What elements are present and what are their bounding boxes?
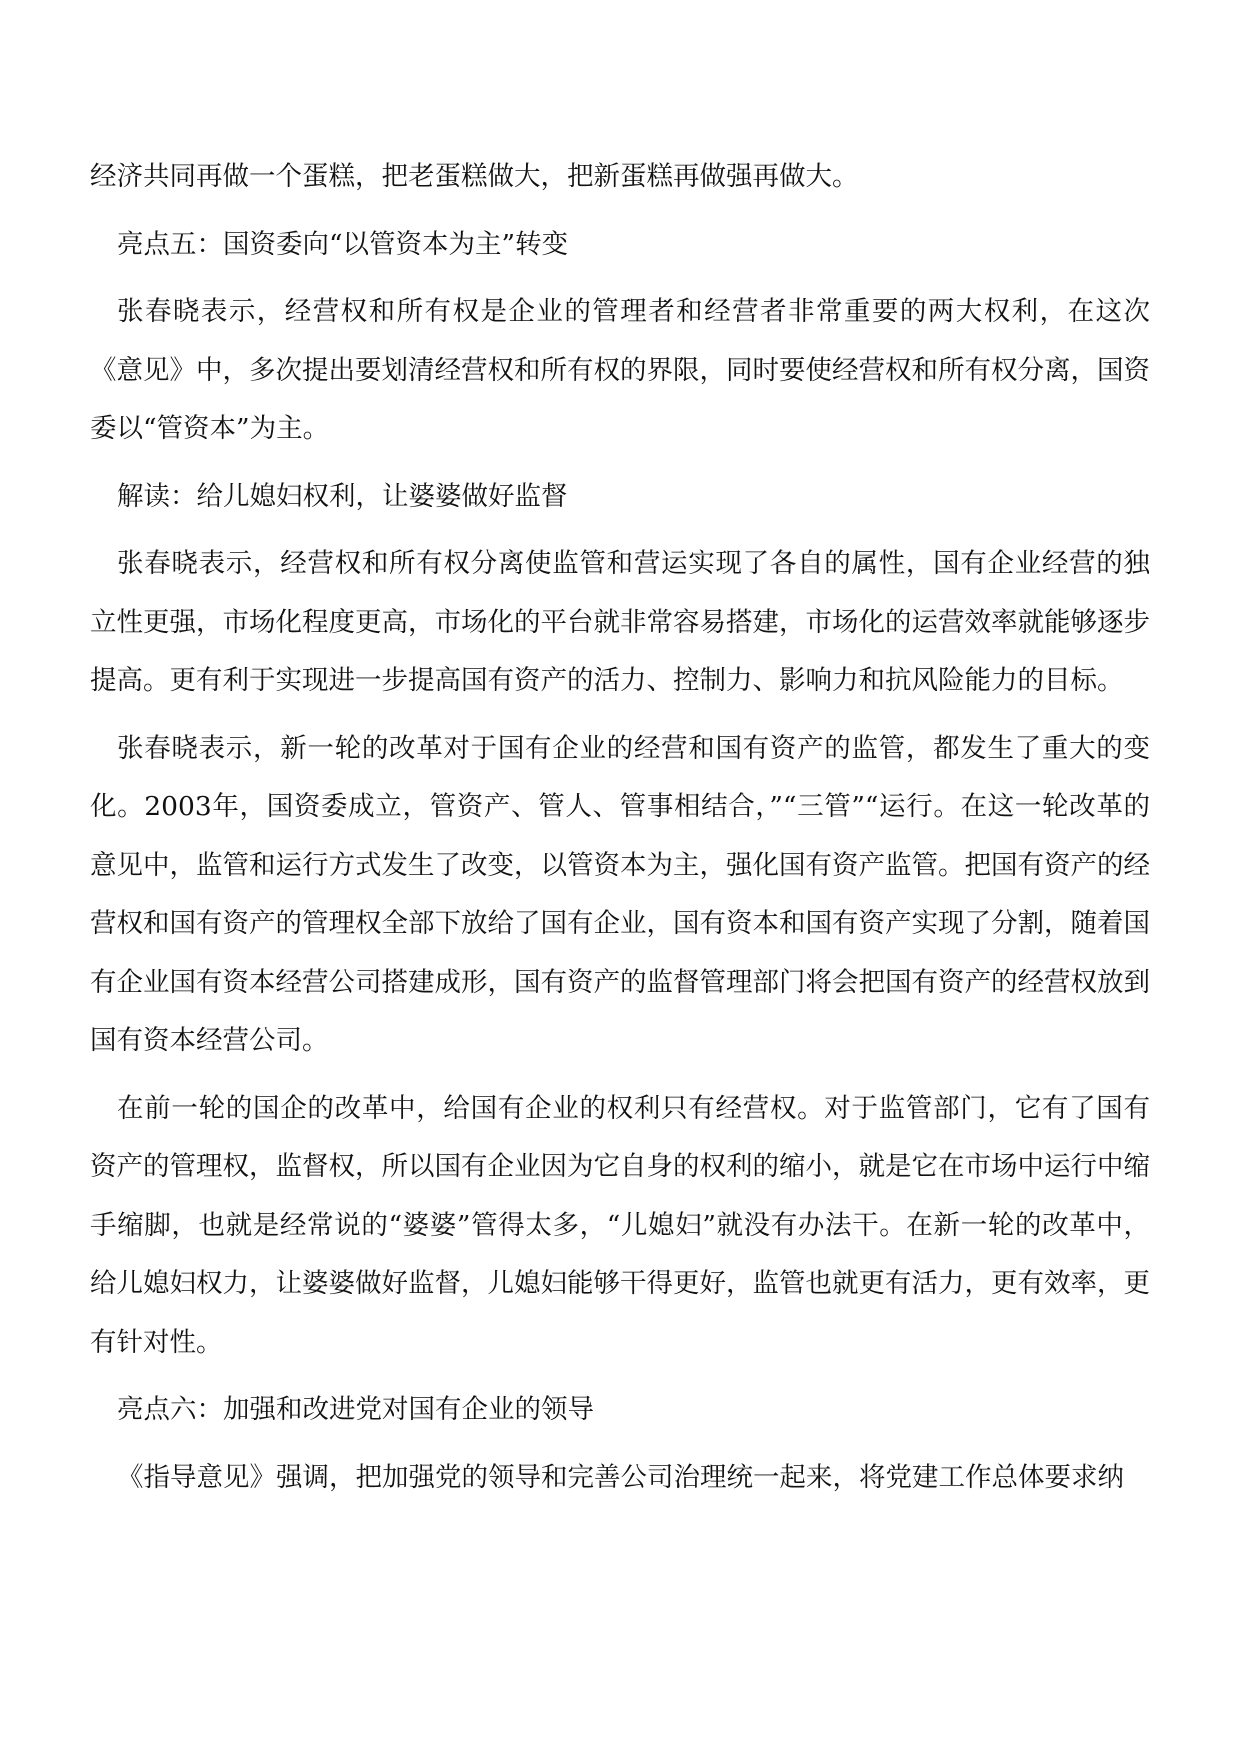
section-heading-highlight-six: 亮点六：加强和改进党对国有企业的领导	[117, 1394, 594, 1425]
paragraph-7: 在前一轮的国企的改革中，给国有企业的权利只有经营权。对于监管部门，它有了国有资产的管理权，监督权，所以国有企业因为它自身的权利的缩小，就是它在市场中运行中缩手缩脚，也就是经常说的“婆婆”管得太多，“儿媳妇”就没有办法干。在新一轮的改革中，给儿媳妇权力，让婆婆做好监督，儿媳妇能够干得更好，监管也就更有活力，更有效率，更有针对性。	[90, 1092, 1150, 1358]
section-heading-interpretation: 解读：给儿媳妇权利，让婆婆做好监督	[117, 480, 568, 512]
section-heading-highlight-five: 亮点五：国资委向“以管资本为主”转变	[117, 228, 569, 260]
paragraph-9: 《指导意见》强调，把加强党的领导和完善公司治理统一起来，将党建工作总体要求纳	[117, 1461, 1124, 1493]
document-page	[90, 148, 1150, 1516]
paragraph-3: 张春晓表示，经营权和所有权是企业的管理者和经营者非常重要的两大权利，在这次《意见》中，多次提出要划清经营权和所有权的界限，同时要使经营权和所有权分离，国资委以“管资本”为主。	[90, 296, 1150, 444]
paragraph-5: 张春晓表示，经营权和所有权分离使监管和营运实现了各自的属性，国有企业经营的独立性更强，市场化程度更高，市场化的平台就非常容易搭建，市场化的运营效率就能够逐步提高。更有利于实现进一步提高国有资产的活力、控制力、影响力和抗风险能力的目标。	[90, 548, 1150, 696]
paragraph-1: 经济共同再做一个蛋糕，把老蛋糕做大，把新蛋糕再做强再做大。	[90, 161, 859, 192]
paragraph-6: 张春晓表示，新一轮的改革对于国有企业的经营和国有资产的监管，都发生了重大的变化。2003年，国资委成立，管资产、管人、管事相结合，”“三管”“运行。在这一轮改革的意见中，监管和运行方式发生了改变，以管资本为主，强化国有资产监管。把国有资产的经营权和国有资产的管理权全部下放给了国有企业，国有资本和国有资产实现了分割，随着国有企业国有资本经营公司搭建成形，国有资产的监督管理部门将会把国有资产的经营权放到国有资本经营公司。	[90, 732, 1150, 1056]
